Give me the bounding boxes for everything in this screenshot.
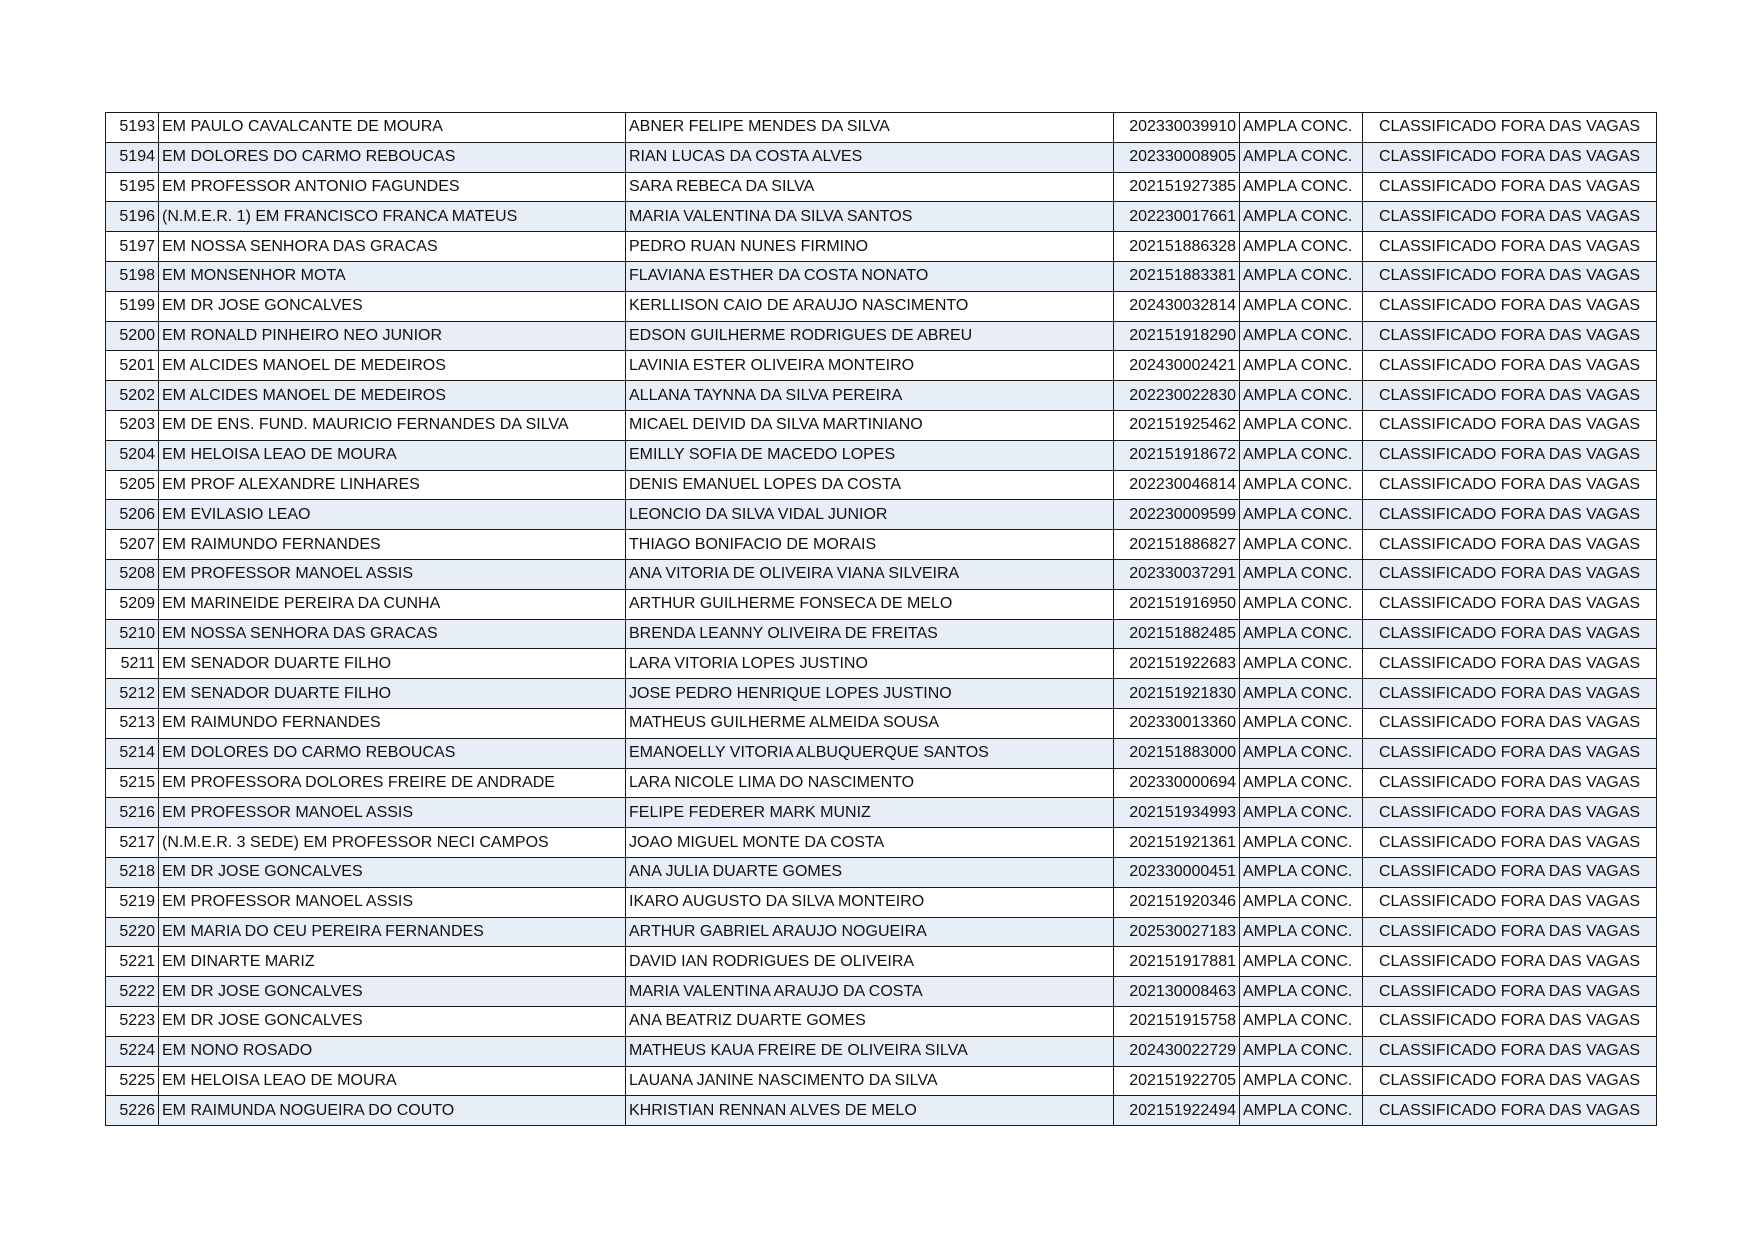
cell-registration: 202330000451 — [1114, 857, 1240, 887]
cell-school: EM DOLORES DO CARMO REBOUCAS — [159, 142, 626, 172]
cell-quota: AMPLA CONC. — [1240, 589, 1363, 619]
cell-number: 5220 — [106, 917, 159, 947]
cell-quota: AMPLA CONC. — [1240, 351, 1363, 381]
cell-school: EM PROFESSOR MANOEL ASSIS — [159, 559, 626, 589]
cell-quota: AMPLA CONC. — [1240, 500, 1363, 530]
cell-school: EM SENADOR DUARTE FILHO — [159, 679, 626, 709]
cell-student-name: FLAVIANA ESTHER DA COSTA NONATO — [626, 261, 1114, 291]
table-row — [106, 887, 1657, 917]
table-row — [106, 1096, 1657, 1126]
cell-number: 5200 — [106, 321, 159, 351]
cell-registration: 202330013360 — [1114, 708, 1240, 738]
cell-registration: 202151917881 — [1114, 947, 1240, 977]
cell-quota: AMPLA CONC. — [1240, 828, 1363, 858]
table-row — [106, 381, 1657, 411]
cell-status: CLASSIFICADO FORA DAS VAGAS — [1363, 410, 1657, 440]
cell-registration: 202230009599 — [1114, 500, 1240, 530]
cell-student-name: ANA VITORIA DE OLIVEIRA VIANA SILVEIRA — [626, 559, 1114, 589]
cell-registration: 202151883000 — [1114, 738, 1240, 768]
cell-school: EM DR JOSE GONCALVES — [159, 291, 626, 321]
cell-number: 5217 — [106, 828, 159, 858]
cell-school: EM RAIMUNDA NOGUEIRA DO COUTO — [159, 1096, 626, 1126]
cell-quota: AMPLA CONC. — [1240, 530, 1363, 560]
table-row — [106, 917, 1657, 947]
table-row — [106, 410, 1657, 440]
cell-status: CLASSIFICADO FORA DAS VAGAS — [1363, 589, 1657, 619]
cell-school: EM NOSSA SENHORA DAS GRACAS — [159, 232, 626, 262]
cell-registration: 202151921361 — [1114, 828, 1240, 858]
cell-quota: AMPLA CONC. — [1240, 470, 1363, 500]
cell-school: (N.M.E.R. 1) EM FRANCISCO FRANCA MATEUS — [159, 202, 626, 232]
cell-status: CLASSIFICADO FORA DAS VAGAS — [1363, 857, 1657, 887]
cell-school: EM PAULO CAVALCANTE DE MOURA — [159, 113, 626, 143]
cell-student-name: KERLLISON CAIO DE ARAUJO NASCIMENTO — [626, 291, 1114, 321]
cell-student-name: RIAN LUCAS DA COSTA ALVES — [626, 142, 1114, 172]
cell-status: CLASSIFICADO FORA DAS VAGAS — [1363, 798, 1657, 828]
cell-student-name: FELIPE FEDERER MARK MUNIZ — [626, 798, 1114, 828]
cell-quota: AMPLA CONC. — [1240, 440, 1363, 470]
cell-status: CLASSIFICADO FORA DAS VAGAS — [1363, 768, 1657, 798]
cell-status: CLASSIFICADO FORA DAS VAGAS — [1363, 1036, 1657, 1066]
cell-status: CLASSIFICADO FORA DAS VAGAS — [1363, 142, 1657, 172]
cell-status: CLASSIFICADO FORA DAS VAGAS — [1363, 530, 1657, 560]
cell-number: 5221 — [106, 947, 159, 977]
cell-school: EM PROFESSOR ANTONIO FAGUNDES — [159, 172, 626, 202]
cell-quota: AMPLA CONC. — [1240, 172, 1363, 202]
cell-student-name: KHRISTIAN RENNAN ALVES DE MELO — [626, 1096, 1114, 1126]
table-row — [106, 589, 1657, 619]
table-row — [106, 977, 1657, 1007]
cell-quota: AMPLA CONC. — [1240, 291, 1363, 321]
cell-student-name: JOSE PEDRO HENRIQUE LOPES JUSTINO — [626, 679, 1114, 709]
cell-registration: 202230022830 — [1114, 381, 1240, 411]
cell-quota: AMPLA CONC. — [1240, 410, 1363, 440]
cell-student-name: ANA JULIA DUARTE GOMES — [626, 857, 1114, 887]
cell-registration: 202330008905 — [1114, 142, 1240, 172]
cell-quota: AMPLA CONC. — [1240, 798, 1363, 828]
results-table-body — [106, 113, 1657, 1126]
cell-registration: 202151886827 — [1114, 530, 1240, 560]
table-row — [106, 559, 1657, 589]
cell-student-name: LEONCIO DA SILVA VIDAL JUNIOR — [626, 500, 1114, 530]
cell-quota: AMPLA CONC. — [1240, 559, 1363, 589]
cell-status: CLASSIFICADO FORA DAS VAGAS — [1363, 351, 1657, 381]
cell-quota: AMPLA CONC. — [1240, 649, 1363, 679]
cell-school: EM DR JOSE GONCALVES — [159, 857, 626, 887]
cell-student-name: ARTHUR GABRIEL ARAUJO NOGUEIRA — [626, 917, 1114, 947]
cell-status: CLASSIFICADO FORA DAS VAGAS — [1363, 977, 1657, 1007]
cell-quota: AMPLA CONC. — [1240, 768, 1363, 798]
cell-number: 5203 — [106, 410, 159, 440]
cell-student-name: ABNER FELIPE MENDES DA SILVA — [626, 113, 1114, 143]
cell-registration: 202151922683 — [1114, 649, 1240, 679]
table-row — [106, 261, 1657, 291]
table-row — [106, 1006, 1657, 1036]
cell-school: EM PROFESSORA DOLORES FREIRE DE ANDRADE — [159, 768, 626, 798]
cell-number: 5211 — [106, 649, 159, 679]
results-table — [105, 112, 1657, 1126]
cell-status: CLASSIFICADO FORA DAS VAGAS — [1363, 232, 1657, 262]
cell-student-name: MICAEL DEIVID DA SILVA MARTINIANO — [626, 410, 1114, 440]
cell-student-name: LARA VITORIA LOPES JUSTINO — [626, 649, 1114, 679]
cell-status: CLASSIFICADO FORA DAS VAGAS — [1363, 202, 1657, 232]
cell-number: 5213 — [106, 708, 159, 738]
cell-number: 5214 — [106, 738, 159, 768]
cell-number: 5206 — [106, 500, 159, 530]
cell-quota: AMPLA CONC. — [1240, 1066, 1363, 1096]
cell-registration: 202151922705 — [1114, 1066, 1240, 1096]
cell-status: CLASSIFICADO FORA DAS VAGAS — [1363, 559, 1657, 589]
cell-student-name: DENIS EMANUEL LOPES DA COSTA — [626, 470, 1114, 500]
cell-quota: AMPLA CONC. — [1240, 232, 1363, 262]
cell-number: 5215 — [106, 768, 159, 798]
cell-number: 5225 — [106, 1066, 159, 1096]
cell-school: EM MONSENHOR MOTA — [159, 261, 626, 291]
cell-number: 5204 — [106, 440, 159, 470]
cell-school: EM MARIA DO CEU PEREIRA FERNANDES — [159, 917, 626, 947]
cell-number: 5197 — [106, 232, 159, 262]
cell-status: CLASSIFICADO FORA DAS VAGAS — [1363, 291, 1657, 321]
cell-school: EM MARINEIDE PEREIRA DA CUNHA — [159, 589, 626, 619]
cell-quota: AMPLA CONC. — [1240, 708, 1363, 738]
cell-registration: 202330000694 — [1114, 768, 1240, 798]
table-row — [106, 828, 1657, 858]
cell-student-name: ANA BEATRIZ DUARTE GOMES — [626, 1006, 1114, 1036]
cell-registration: 202230046814 — [1114, 470, 1240, 500]
cell-registration: 202151920346 — [1114, 887, 1240, 917]
cell-number: 5212 — [106, 679, 159, 709]
cell-school: EM ALCIDES MANOEL DE MEDEIROS — [159, 351, 626, 381]
cell-student-name: LAVINIA ESTER OLIVEIRA MONTEIRO — [626, 351, 1114, 381]
cell-registration: 202151916950 — [1114, 589, 1240, 619]
cell-registration: 202530027183 — [1114, 917, 1240, 947]
cell-number: 5201 — [106, 351, 159, 381]
cell-number: 5195 — [106, 172, 159, 202]
table-row — [106, 738, 1657, 768]
cell-registration: 202330037291 — [1114, 559, 1240, 589]
cell-student-name: DAVID IAN RODRIGUES DE OLIVEIRA — [626, 947, 1114, 977]
cell-student-name: EMANOELLY VITORIA ALBUQUERQUE SANTOS — [626, 738, 1114, 768]
cell-quota: AMPLA CONC. — [1240, 113, 1363, 143]
cell-school: EM DR JOSE GONCALVES — [159, 977, 626, 1007]
cell-quota: AMPLA CONC. — [1240, 857, 1363, 887]
cell-status: CLASSIFICADO FORA DAS VAGAS — [1363, 1066, 1657, 1096]
cell-status: CLASSIFICADO FORA DAS VAGAS — [1363, 828, 1657, 858]
cell-number: 5202 — [106, 381, 159, 411]
cell-number: 5222 — [106, 977, 159, 1007]
table-row — [106, 142, 1657, 172]
cell-school: EM NONO ROSADO — [159, 1036, 626, 1066]
cell-registration: 202230017661 — [1114, 202, 1240, 232]
cell-registration: 202151925462 — [1114, 410, 1240, 440]
cell-quota: AMPLA CONC. — [1240, 381, 1363, 411]
cell-number: 5216 — [106, 798, 159, 828]
cell-status: CLASSIFICADO FORA DAS VAGAS — [1363, 500, 1657, 530]
cell-registration: 202151883381 — [1114, 261, 1240, 291]
cell-status: CLASSIFICADO FORA DAS VAGAS — [1363, 708, 1657, 738]
cell-quota: AMPLA CONC. — [1240, 619, 1363, 649]
cell-school: EM ALCIDES MANOEL DE MEDEIROS — [159, 381, 626, 411]
cell-student-name: MARIA VALENTINA DA SILVA SANTOS — [626, 202, 1114, 232]
cell-number: 5194 — [106, 142, 159, 172]
cell-quota: AMPLA CONC. — [1240, 679, 1363, 709]
cell-registration: 202430002421 — [1114, 351, 1240, 381]
cell-registration: 202151886328 — [1114, 232, 1240, 262]
cell-registration: 202151915758 — [1114, 1006, 1240, 1036]
table-row — [106, 232, 1657, 262]
cell-school: EM PROFESSOR MANOEL ASSIS — [159, 887, 626, 917]
table-row — [106, 649, 1657, 679]
cell-quota: AMPLA CONC. — [1240, 887, 1363, 917]
cell-status: CLASSIFICADO FORA DAS VAGAS — [1363, 917, 1657, 947]
cell-quota: AMPLA CONC. — [1240, 202, 1363, 232]
cell-registration: 202151934993 — [1114, 798, 1240, 828]
cell-school: EM DR JOSE GONCALVES — [159, 1006, 626, 1036]
table-row — [106, 619, 1657, 649]
cell-school: EM HELOISA LEAO DE MOURA — [159, 440, 626, 470]
cell-student-name: JOAO MIGUEL MONTE DA COSTA — [626, 828, 1114, 858]
cell-quota: AMPLA CONC. — [1240, 1036, 1363, 1066]
table-row — [106, 351, 1657, 381]
table-row — [106, 440, 1657, 470]
cell-number: 5205 — [106, 470, 159, 500]
cell-number: 5193 — [106, 113, 159, 143]
cell-number: 5210 — [106, 619, 159, 649]
table-row — [106, 500, 1657, 530]
cell-student-name: SARA REBECA DA SILVA — [626, 172, 1114, 202]
cell-registration: 202151882485 — [1114, 619, 1240, 649]
cell-registration: 202151918290 — [1114, 321, 1240, 351]
cell-student-name: MATHEUS KAUA FREIRE DE OLIVEIRA SILVA — [626, 1036, 1114, 1066]
table-row — [106, 1036, 1657, 1066]
cell-quota: AMPLA CONC. — [1240, 142, 1363, 172]
cell-school: EM PROF ALEXANDRE LINHARES — [159, 470, 626, 500]
cell-status: CLASSIFICADO FORA DAS VAGAS — [1363, 738, 1657, 768]
table-row — [106, 768, 1657, 798]
cell-status: CLASSIFICADO FORA DAS VAGAS — [1363, 679, 1657, 709]
table-row — [106, 113, 1657, 143]
cell-number: 5196 — [106, 202, 159, 232]
cell-number: 5209 — [106, 589, 159, 619]
cell-status: CLASSIFICADO FORA DAS VAGAS — [1363, 261, 1657, 291]
cell-quota: AMPLA CONC. — [1240, 1006, 1363, 1036]
cell-registration: 202430022729 — [1114, 1036, 1240, 1066]
cell-status: CLASSIFICADO FORA DAS VAGAS — [1363, 440, 1657, 470]
cell-school: EM DOLORES DO CARMO REBOUCAS — [159, 738, 626, 768]
table-row — [106, 530, 1657, 560]
cell-number: 5219 — [106, 887, 159, 917]
table-row — [106, 470, 1657, 500]
cell-school: EM EVILASIO LEAO — [159, 500, 626, 530]
cell-status: CLASSIFICADO FORA DAS VAGAS — [1363, 619, 1657, 649]
cell-school: EM SENADOR DUARTE FILHO — [159, 649, 626, 679]
cell-student-name: ARTHUR GUILHERME FONSECA DE MELO — [626, 589, 1114, 619]
cell-school: (N.M.E.R. 3 SEDE) EM PROFESSOR NECI CAMPOS — [159, 828, 626, 858]
cell-status: CLASSIFICADO FORA DAS VAGAS — [1363, 321, 1657, 351]
cell-status: CLASSIFICADO FORA DAS VAGAS — [1363, 1096, 1657, 1126]
cell-school: EM RAIMUNDO FERNANDES — [159, 708, 626, 738]
cell-status: CLASSIFICADO FORA DAS VAGAS — [1363, 113, 1657, 143]
cell-status: CLASSIFICADO FORA DAS VAGAS — [1363, 381, 1657, 411]
cell-number: 5199 — [106, 291, 159, 321]
cell-status: CLASSIFICADO FORA DAS VAGAS — [1363, 1006, 1657, 1036]
table-row — [106, 857, 1657, 887]
cell-quota: AMPLA CONC. — [1240, 738, 1363, 768]
table-row — [106, 291, 1657, 321]
cell-quota: AMPLA CONC. — [1240, 1096, 1363, 1126]
table-row — [106, 947, 1657, 977]
cell-student-name: MARIA VALENTINA ARAUJO DA COSTA — [626, 977, 1114, 1007]
cell-status: CLASSIFICADO FORA DAS VAGAS — [1363, 947, 1657, 977]
cell-number: 5198 — [106, 261, 159, 291]
cell-number: 5207 — [106, 530, 159, 560]
cell-school: EM HELOISA LEAO DE MOURA — [159, 1066, 626, 1096]
cell-student-name: EDSON GUILHERME RODRIGUES DE ABREU — [626, 321, 1114, 351]
cell-status: CLASSIFICADO FORA DAS VAGAS — [1363, 470, 1657, 500]
cell-quota: AMPLA CONC. — [1240, 947, 1363, 977]
cell-registration: 202151921830 — [1114, 679, 1240, 709]
cell-student-name: ALLANA TAYNNA DA SILVA PEREIRA — [626, 381, 1114, 411]
cell-school: EM DE ENS. FUND. MAURICIO FERNANDES DA SILVA — [159, 410, 626, 440]
cell-school: EM RAIMUNDO FERNANDES — [159, 530, 626, 560]
cell-student-name: EMILLY SOFIA DE MACEDO LOPES — [626, 440, 1114, 470]
cell-number: 5218 — [106, 857, 159, 887]
cell-quota: AMPLA CONC. — [1240, 977, 1363, 1007]
table-row — [106, 679, 1657, 709]
cell-student-name: THIAGO BONIFACIO DE MORAIS — [626, 530, 1114, 560]
table-row — [106, 798, 1657, 828]
cell-student-name: IKARO AUGUSTO DA SILVA MONTEIRO — [626, 887, 1114, 917]
table-row — [106, 172, 1657, 202]
cell-quota: AMPLA CONC. — [1240, 261, 1363, 291]
table-row — [106, 1066, 1657, 1096]
cell-status: CLASSIFICADO FORA DAS VAGAS — [1363, 887, 1657, 917]
cell-registration: 202151922494 — [1114, 1096, 1240, 1126]
cell-quota: AMPLA CONC. — [1240, 917, 1363, 947]
cell-student-name: MATHEUS GUILHERME ALMEIDA SOUSA — [626, 708, 1114, 738]
cell-number: 5208 — [106, 559, 159, 589]
table-row — [106, 708, 1657, 738]
cell-registration: 202151927385 — [1114, 172, 1240, 202]
cell-school: EM RONALD PINHEIRO NEO JUNIOR — [159, 321, 626, 351]
cell-registration: 202430032814 — [1114, 291, 1240, 321]
cell-school: EM DINARTE MARIZ — [159, 947, 626, 977]
cell-number: 5223 — [106, 1006, 159, 1036]
cell-student-name: LAUANA JANINE NASCIMENTO DA SILVA — [626, 1066, 1114, 1096]
cell-school: EM PROFESSOR MANOEL ASSIS — [159, 798, 626, 828]
cell-status: CLASSIFICADO FORA DAS VAGAS — [1363, 172, 1657, 202]
table-row — [106, 321, 1657, 351]
cell-number: 5224 — [106, 1036, 159, 1066]
cell-quota: AMPLA CONC. — [1240, 321, 1363, 351]
cell-status: CLASSIFICADO FORA DAS VAGAS — [1363, 649, 1657, 679]
cell-registration: 202330039910 — [1114, 113, 1240, 143]
table-row — [106, 202, 1657, 232]
cell-school: EM NOSSA SENHORA DAS GRACAS — [159, 619, 626, 649]
cell-registration: 202130008463 — [1114, 977, 1240, 1007]
cell-registration: 202151918672 — [1114, 440, 1240, 470]
cell-number: 5226 — [106, 1096, 159, 1126]
cell-student-name: BRENDA LEANNY OLIVEIRA DE FREITAS — [626, 619, 1114, 649]
cell-student-name: PEDRO RUAN NUNES FIRMINO — [626, 232, 1114, 262]
cell-student-name: LARA NICOLE LIMA DO NASCIMENTO — [626, 768, 1114, 798]
